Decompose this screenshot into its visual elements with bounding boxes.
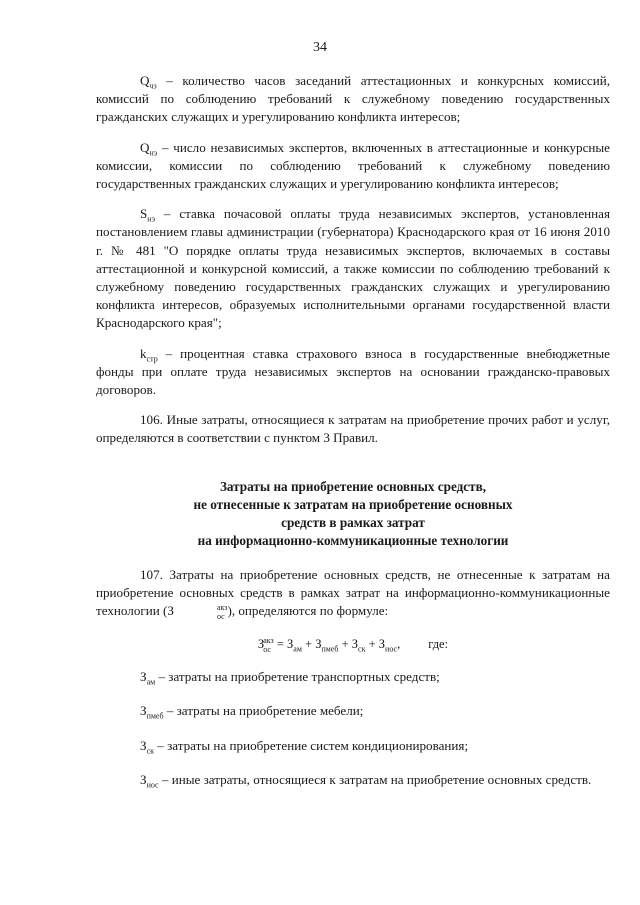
section-heading-line: Затраты на приобретение основных средств,: [219, 478, 487, 494]
definition-q-nz: $Q_{нэ}$ – число независимых экспертов, включенных в аттестационные и конкурсные комиссии, комиссии по соблюдению требований к служебному поведению государственных гражданских служащих и урегулированию конфликта интересов;: [96, 139, 610, 192]
section-heading: [96, 478, 610, 550]
section-heading-line: на информационно-коммуникационные технологии: [197, 532, 509, 548]
formula: З акз ос = $З_{ам} + З_{пмеб} + З_{ск} + З_{иос}$, где:: [257, 636, 449, 655]
paragraph-107: 107. Затраты на приобретение основных средств, не отнесенные к затратам на приобретение основных средств в рамках затрат на информационно-коммуникационные технологии (З акз ос ), определяются по формуле:: [96, 566, 610, 622]
term-z-am: $З_{ам}$ – затраты на приобретение транспортных средств;: [140, 669, 440, 687]
term-z-ios: $З_{иос}$ – иные затраты, относящиеся к затратам на приобретение основных средств.: [140, 771, 592, 790]
page-number: 34: [313, 40, 327, 55]
paragraph-106: 106. Иные затраты, относящиеся к затратам на приобретение прочих работ и услуг, определяются в соответствии с пунктом 3 Правил.: [96, 412, 610, 446]
term-z-sk: $З_{ск}$ – затраты на приобретение систем кондиционирования;: [140, 737, 469, 756]
page-content: [96, 72, 610, 789]
term-z-pmeb: $З_{пмеб}$ – затраты на приобретение мебели;: [140, 703, 364, 721]
section-heading-line: не отнесенные к затратам на приобретение основных: [193, 496, 513, 512]
definition-s-nz: $S_{нэ}$ – ставка почасовой оплаты труда независимых экспертов, установленная постановлением главы администрации (губернатора) Краснодарского края от 16 июня 2010 г. № 481 "О порядке оплаты труда независимых экспертов, включаемых в составы аттестационной и конкурсной комиссий, а также комиссии по соблюдению требований к служебному поведению государственных гражданских служащих и урегулированию конфликта интересов, образуемых исполнительными органами государственной власти Краснодарского края";: [96, 206, 610, 331]
definition-q-chz: $Q_{чз}$ – количество часов заседаний аттестационных и конкурсных комиссий, комиссий по соблюдению требований к служебному поведению государственных гражданских служащих и урегулированию конфликта интересов;: [96, 73, 610, 125]
section-heading-line: средств в рамках затрат: [281, 514, 425, 530]
definition-k-str: $k_{стр}$ – процентная ставка страхового взноса в государственные внебюджетные фонды при оплате труда независимых экспертов на основании гражданско-правовых договоров.: [96, 345, 610, 398]
